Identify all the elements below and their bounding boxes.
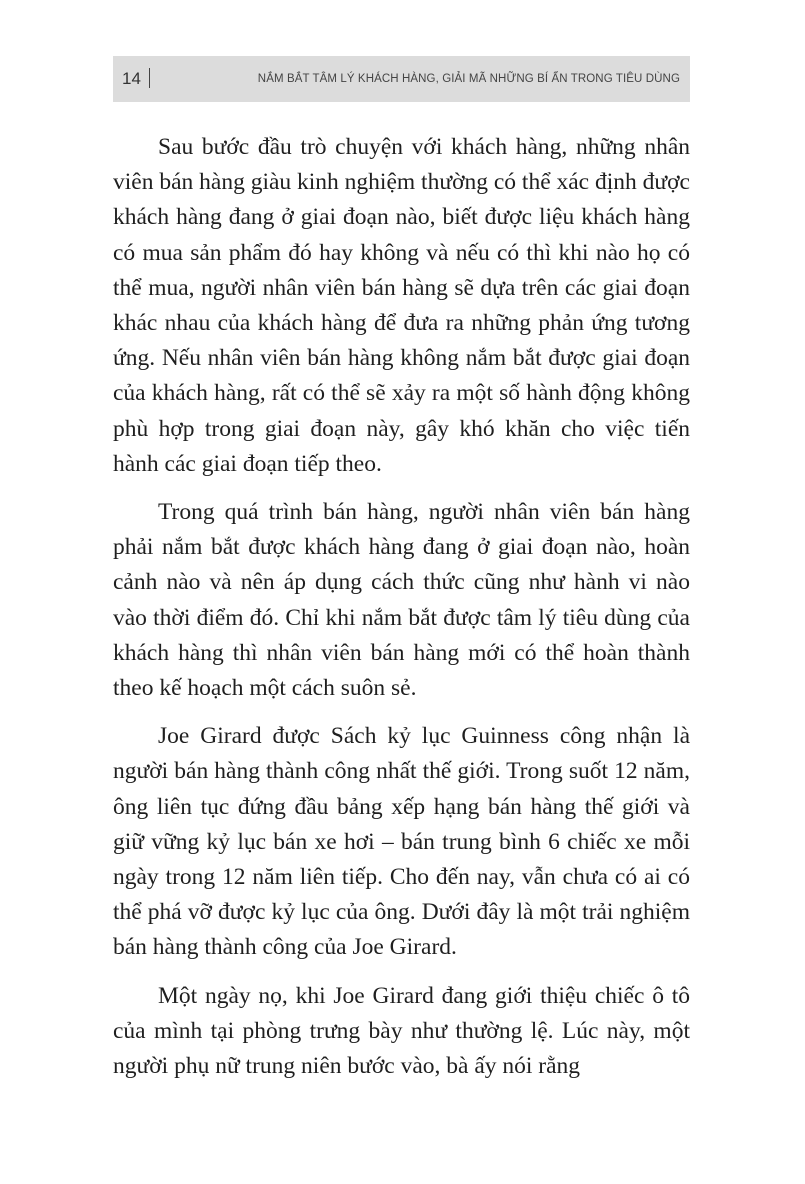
header-divider	[149, 68, 150, 88]
page-body	[113, 130, 690, 1097]
running-header	[113, 56, 690, 102]
paragraph: Trong quá trình bán hàng, người nhân viên bán hàng phải nắm bắt được khách hàng đang ở giai đoạn nào, hoàn cảnh nào và nên áp dụng cách thức cũng như hành vi nào vào thời điểm đó. Chỉ khi nắm bắt được tâm lý tiêu dùng của khách hàng thì nhân viên bán hàng mới có thể hoàn thành theo kế hoạch một cách suôn sẻ.	[113, 499, 690, 702]
paragraph: Joe Girard được Sách kỷ lục Guinness công nhận là người bán hàng thành công nhất thế giới. Trong suốt 12 năm, ông liên tục đứng đầu bảng xếp hạng bán hàng thế giới và giữ vững kỷ lục bán xe hơi – bán trung bình 6 chiếc xe mỗi ngày trong 12 năm liên tiếp. Cho đến nay, vẫn chưa có ai có thể phá vỡ được kỷ lục của ông. Dưới đây là một trải nghiệm bán hàng thành công của Joe Girard.	[113, 723, 690, 961]
page-number: 14	[122, 69, 141, 88]
paragraph: Sau bước đầu trò chuyện với khách hàng, những nhân viên bán hàng giàu kinh nghiệm thường có thể xác định được khách hàng đang ở giai đoạn nào, biết được liệu khách hàng có mua sản phẩm đó hay không và nếu có thì khi nào họ có thể mua, người nhân viên bán hàng sẽ dựa trên các giai đoạn khác nhau của khách hàng để đưa ra những phản ứng tương ứng. Nếu nhân viên bán hàng không nắm bắt được giai đoạn của khách hàng, rất có thể sẽ xảy ra một số hành động không phù hợp trong giai đoạn này, gây khó khăn cho việc tiến hành các giai đoạn tiếp theo.	[113, 134, 690, 477]
running-title: NẮM BẮT TÂM LÝ KHÁCH HÀNG, GIẢI MÃ NHỮNG BÍ ẨN TRONG TIÊU DÙNG	[257, 73, 680, 85]
paragraph: Một ngày nọ, khi Joe Girard đang giới thiệu chiếc ô tô của mình tại phòng trưng bày như thường lệ. Lúc này, một người phụ nữ trung niên bước vào, bà ấy nói rằng	[113, 982, 690, 1080]
